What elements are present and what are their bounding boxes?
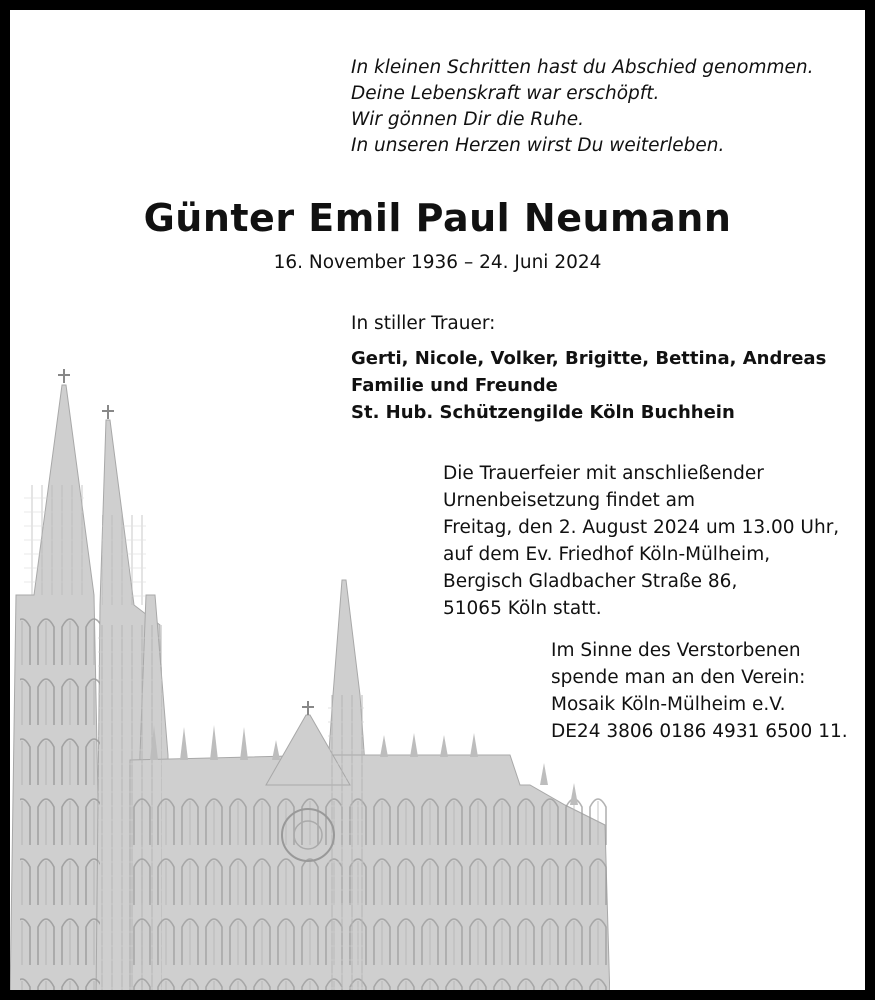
- mourner-line: Gerti, Nicole, Volker, Brigitte, Bettina, Andreas: [351, 348, 827, 369]
- donation-line: Mosaik Köln-Mülheim e.V.: [551, 694, 786, 715]
- funeral-line: Urnenbeisetzung findet am: [443, 490, 695, 511]
- mourner-line: Familie und Freunde: [351, 375, 558, 396]
- mourner-list: [351, 345, 826, 426]
- funeral-line: Die Trauerfeier mit anschließender: [443, 463, 764, 484]
- poem-line: Wir gönnen Dir die Ruhe.: [351, 109, 585, 130]
- funeral-line: Freitag, den 2. August 2024 um 13.00 Uhr,: [443, 517, 840, 538]
- funeral-line: 51065 Köln statt.: [443, 598, 602, 619]
- poem-line: In kleinen Schritten hast du Abschied genommen.: [351, 57, 814, 78]
- donation-iban: DE24 3806 0186 4931 6500 11.: [551, 721, 848, 742]
- donation-line: Im Sinne des Verstorbenen: [551, 640, 801, 661]
- life-dates: 16. November 1936 – 24. Juni 2024: [273, 252, 602, 273]
- mourner-line: St. Hub. Schützengilde Köln Buchhein: [351, 402, 735, 423]
- funeral-line: auf dem Ev. Friedhof Köln-Mülheim,: [443, 544, 771, 565]
- funeral-line: Bergisch Gladbacher Straße 86,: [443, 571, 738, 592]
- donation-note: [551, 637, 848, 745]
- mourning-intro: In stiller Trauer:: [351, 313, 496, 334]
- poem-line: In unseren Herzen wirst Du weiterleben.: [351, 135, 725, 156]
- donation-line: spende man an den Verein:: [551, 667, 806, 688]
- poem: [351, 55, 814, 159]
- deceased-name: Günter Emil Paul Neumann: [143, 196, 732, 240]
- poem-line: Deine Lebenskraft war erschöpft.: [351, 83, 660, 104]
- funeral-details: [443, 460, 839, 622]
